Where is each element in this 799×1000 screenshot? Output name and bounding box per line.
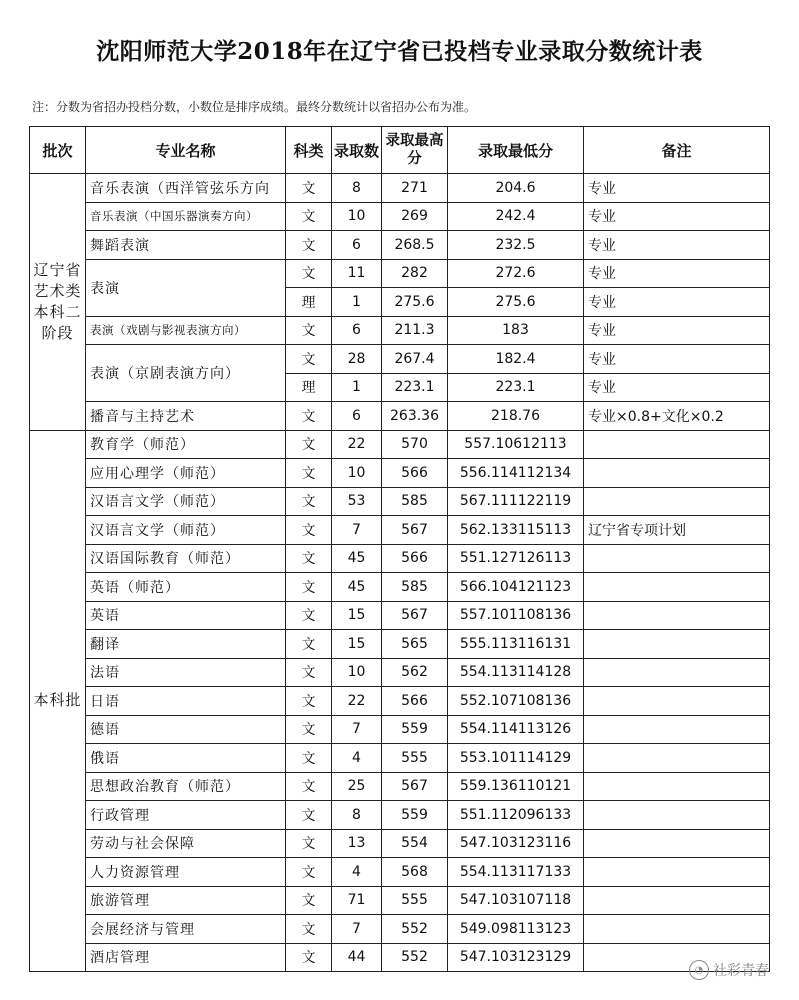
- table-row: [30, 772, 770, 801]
- count-cell: 15: [332, 630, 382, 659]
- max-score-cell: 566: [382, 459, 448, 488]
- min-score-cell: 547.103123116: [448, 829, 584, 858]
- table-row: [30, 487, 770, 516]
- table-row: [30, 744, 770, 773]
- min-score-cell: 551.112096133: [448, 801, 584, 830]
- remark-cell: [584, 829, 770, 858]
- max-score-cell: 552: [382, 915, 448, 944]
- remark-cell: 专业: [584, 373, 770, 402]
- category-cell: 文: [286, 487, 332, 516]
- min-score-cell: 554.114113126: [448, 715, 584, 744]
- major-cell: 俄语: [86, 744, 286, 773]
- major-cell: 舞蹈表演: [86, 231, 286, 260]
- remark-cell: 专业: [584, 174, 770, 203]
- max-score-cell: 267.4: [382, 345, 448, 374]
- category-cell: 文: [286, 459, 332, 488]
- category-cell: 文: [286, 601, 332, 630]
- document-title: 沈阳师范大学2018年在辽宁省已投档专业录取分数统计表: [96, 38, 703, 65]
- category-cell: 文: [286, 402, 332, 431]
- remark-cell: [584, 487, 770, 516]
- min-score-cell: 204.6: [448, 174, 584, 203]
- min-score-cell: 555.113116131: [448, 630, 584, 659]
- major-cell: 劳动与社会保障: [86, 829, 286, 858]
- remark-cell: [584, 630, 770, 659]
- table-row: [30, 516, 770, 545]
- min-score-cell: 554.113114128: [448, 658, 584, 687]
- major-cell: 思想政治教育（师范）: [86, 772, 286, 801]
- max-score-cell: 566: [382, 544, 448, 573]
- remark-cell: [584, 459, 770, 488]
- min-score-cell: 562.133115113: [448, 516, 584, 545]
- min-score-cell: 566.104121123: [448, 573, 584, 602]
- table-row: [30, 231, 770, 260]
- major-cell: 播音与主持艺术: [86, 402, 286, 431]
- major-cell: 英语（师范）: [86, 573, 286, 602]
- table-row: [30, 601, 770, 630]
- remark-cell: [584, 687, 770, 716]
- max-score-cell: 567: [382, 601, 448, 630]
- header-max-score: 录取最高分: [382, 127, 448, 174]
- min-score-cell: 232.5: [448, 231, 584, 260]
- count-cell: 8: [332, 174, 382, 203]
- remark-cell: 专业: [584, 231, 770, 260]
- category-cell: 文: [286, 345, 332, 374]
- major-cell: 汉语言文学（师范）: [86, 487, 286, 516]
- category-cell: 文: [286, 316, 332, 345]
- category-cell: 文: [286, 886, 332, 915]
- min-score-cell: 275.6: [448, 288, 584, 317]
- max-score-cell: 269: [382, 202, 448, 231]
- category-cell: 文: [286, 858, 332, 887]
- major-cell: 酒店管理: [86, 943, 286, 972]
- remark-cell: 辽宁省专项计划: [584, 516, 770, 545]
- min-score-cell: 223.1: [448, 373, 584, 402]
- table-row: [30, 858, 770, 887]
- max-score-cell: 585: [382, 573, 448, 602]
- major-cell: 汉语言文学（师范）: [86, 516, 286, 545]
- min-score-cell: 559.136110121: [448, 772, 584, 801]
- max-score-cell: 268.5: [382, 231, 448, 260]
- count-cell: 7: [332, 915, 382, 944]
- min-score-cell: 272.6: [448, 259, 584, 288]
- remark-cell: [584, 715, 770, 744]
- table-row: [30, 544, 770, 573]
- category-cell: 文: [286, 202, 332, 231]
- min-score-cell: 182.4: [448, 345, 584, 374]
- min-score-cell: 553.101114129: [448, 744, 584, 773]
- major-cell: 行政管理: [86, 801, 286, 830]
- major-cell: 应用心理学（师范）: [86, 459, 286, 488]
- remark-cell: 专业: [584, 259, 770, 288]
- count-cell: 11: [332, 259, 382, 288]
- major-cell: 人力资源管理: [86, 858, 286, 887]
- count-cell: 13: [332, 829, 382, 858]
- min-score-cell: 552.107108136: [448, 687, 584, 716]
- major-cell: 翻译: [86, 630, 286, 659]
- min-score-cell: 218.76: [448, 402, 584, 431]
- max-score-cell: 555: [382, 744, 448, 773]
- count-cell: 71: [332, 886, 382, 915]
- table-row: [30, 943, 770, 972]
- count-cell: 25: [332, 772, 382, 801]
- table-row: [30, 316, 770, 345]
- major-cell: 音乐表演（中国乐器演奏方向）: [86, 202, 286, 231]
- min-score-cell: 551.127126113: [448, 544, 584, 573]
- min-score-cell: 549.098113123: [448, 915, 584, 944]
- count-cell: 45: [332, 573, 382, 602]
- count-cell: 1: [332, 288, 382, 317]
- remark-cell: 专业: [584, 202, 770, 231]
- header-major: 专业名称: [86, 127, 286, 174]
- category-cell: 文: [286, 231, 332, 260]
- min-score-cell: 557.10612113: [448, 430, 584, 459]
- count-cell: 22: [332, 430, 382, 459]
- count-cell: 53: [332, 487, 382, 516]
- max-score-cell: 567: [382, 516, 448, 545]
- max-score-cell: 567: [382, 772, 448, 801]
- remark-cell: [584, 544, 770, 573]
- table-row: [30, 259, 770, 288]
- category-cell: 文: [286, 174, 332, 203]
- table-row: [30, 459, 770, 488]
- major-cell: 汉语国际教育（师范）: [86, 544, 286, 573]
- count-cell: 7: [332, 715, 382, 744]
- major-cell: 表演（京剧表演方向）: [86, 345, 286, 402]
- category-cell: 文: [286, 573, 332, 602]
- major-cell: 教育学（师范）: [86, 430, 286, 459]
- category-cell: 文: [286, 687, 332, 716]
- table-row: [30, 402, 770, 431]
- category-cell: 文: [286, 829, 332, 858]
- category-cell: 文: [286, 943, 332, 972]
- major-cell: 音乐表演（西洋管弦乐方向: [86, 174, 286, 203]
- count-cell: 15: [332, 601, 382, 630]
- major-cell: 会展经济与管理: [86, 915, 286, 944]
- max-score-cell: 568: [382, 858, 448, 887]
- max-score-cell: 555: [382, 886, 448, 915]
- watermark-text: 社彩青春: [713, 963, 769, 979]
- major-cell: 旅游管理: [86, 886, 286, 915]
- batch-cell-art: 辽宁省艺术类本科二阶段: [30, 174, 86, 431]
- count-cell: 6: [332, 402, 382, 431]
- remark-cell: [584, 573, 770, 602]
- admission-score-table: [29, 126, 770, 972]
- major-cell: 日语: [86, 687, 286, 716]
- table-row: [30, 202, 770, 231]
- count-cell: 1: [332, 373, 382, 402]
- max-score-cell: 282: [382, 259, 448, 288]
- remark-cell: 专业: [584, 316, 770, 345]
- max-score-cell: 552: [382, 943, 448, 972]
- category-cell: 文: [286, 516, 332, 545]
- category-cell: 文: [286, 630, 332, 659]
- category-cell: 文: [286, 544, 332, 573]
- major-cell: 表演: [86, 259, 286, 316]
- category-cell: 文: [286, 658, 332, 687]
- min-score-cell: 567.111122119: [448, 487, 584, 516]
- category-cell: 文: [286, 259, 332, 288]
- min-score-cell: 547.103123129: [448, 943, 584, 972]
- table-row: [30, 715, 770, 744]
- major-cell: 表演（戏剧与影视表演方向）: [86, 316, 286, 345]
- remark-cell: [584, 658, 770, 687]
- remark-cell: [584, 858, 770, 887]
- category-cell: 文: [286, 430, 332, 459]
- remark-cell: [584, 744, 770, 773]
- table-row: [30, 687, 770, 716]
- min-score-cell: 242.4: [448, 202, 584, 231]
- count-cell: 28: [332, 345, 382, 374]
- header-remark: 备注: [584, 127, 770, 174]
- remark-cell: 专业: [584, 345, 770, 374]
- count-cell: 10: [332, 202, 382, 231]
- max-score-cell: 566: [382, 687, 448, 716]
- table-row: [30, 573, 770, 602]
- category-cell: 文: [286, 772, 332, 801]
- header-count: 录取数: [332, 127, 382, 174]
- max-score-cell: 271: [382, 174, 448, 203]
- table-row: [30, 829, 770, 858]
- category-cell: 理: [286, 373, 332, 402]
- count-cell: 6: [332, 316, 382, 345]
- count-cell: 4: [332, 858, 382, 887]
- count-cell: 6: [332, 231, 382, 260]
- category-cell: 文: [286, 715, 332, 744]
- table-note: 注：分数为省招办投档分数，小数位是排序成绩。最终分数统计以省招办公布为准。: [32, 100, 477, 114]
- min-score-cell: 183: [448, 316, 584, 345]
- major-cell: 法语: [86, 658, 286, 687]
- min-score-cell: 557.101108136: [448, 601, 584, 630]
- remark-cell: [584, 915, 770, 944]
- header-batch: 批次: [30, 127, 86, 174]
- major-cell: 德语: [86, 715, 286, 744]
- remark-cell: 专业: [584, 288, 770, 317]
- major-cell: 英语: [86, 601, 286, 630]
- min-score-cell: 556.114112134: [448, 459, 584, 488]
- count-cell: 10: [332, 459, 382, 488]
- count-cell: 10: [332, 658, 382, 687]
- max-score-cell: 570: [382, 430, 448, 459]
- remark-cell: [584, 772, 770, 801]
- count-cell: 22: [332, 687, 382, 716]
- table-row: [30, 886, 770, 915]
- max-score-cell: 585: [382, 487, 448, 516]
- remark-cell: [584, 430, 770, 459]
- max-score-cell: 554: [382, 829, 448, 858]
- max-score-cell: 565: [382, 630, 448, 659]
- watermark: [689, 960, 769, 980]
- count-cell: 4: [332, 744, 382, 773]
- remark-cell: [584, 601, 770, 630]
- header-row: [30, 127, 770, 174]
- table-row: [30, 430, 770, 459]
- remark-cell: 专业×0.8+文化×0.2: [584, 402, 770, 431]
- table-row: [30, 658, 770, 687]
- min-score-cell: 554.113117133: [448, 858, 584, 887]
- header-min-score: 录取最低分: [448, 127, 584, 174]
- count-cell: 44: [332, 943, 382, 972]
- table-row: [30, 915, 770, 944]
- table-row: [30, 345, 770, 374]
- max-score-cell: 559: [382, 715, 448, 744]
- max-score-cell: 211.3: [382, 316, 448, 345]
- max-score-cell: 263.36: [382, 402, 448, 431]
- count-cell: 8: [332, 801, 382, 830]
- max-score-cell: 562: [382, 658, 448, 687]
- min-score-cell: 547.103107118: [448, 886, 584, 915]
- batch-cell-undergrad: 本科批: [30, 430, 86, 972]
- max-score-cell: 223.1: [382, 373, 448, 402]
- remark-cell: [584, 886, 770, 915]
- max-score-cell: 559: [382, 801, 448, 830]
- table-row: [30, 801, 770, 830]
- count-cell: 45: [332, 544, 382, 573]
- wechat-icon: ◔: [689, 960, 709, 980]
- table-row: [30, 630, 770, 659]
- category-cell: 文: [286, 915, 332, 944]
- table-row: [30, 174, 770, 203]
- header-category: 科类: [286, 127, 332, 174]
- count-cell: 7: [332, 516, 382, 545]
- category-cell: 文: [286, 801, 332, 830]
- max-score-cell: 275.6: [382, 288, 448, 317]
- category-cell: 文: [286, 744, 332, 773]
- category-cell: 理: [286, 288, 332, 317]
- remark-cell: [584, 801, 770, 830]
